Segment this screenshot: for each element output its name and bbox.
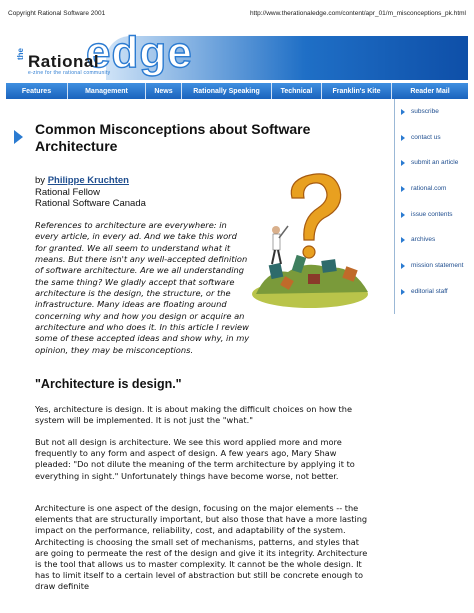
logo-tagline: e-zine for the rational community	[28, 70, 111, 76]
arrow-icon	[401, 289, 405, 295]
sidebar-item-label: issue contents	[411, 210, 453, 218]
title-arrow-icon	[14, 130, 23, 144]
logo-rational: Rational	[28, 52, 100, 71]
body-paragraph-1: Yes, architecture is design. It is about making the difficult choices on how the system will be implemented. It is not just the "what."	[35, 404, 352, 426]
sidebar-item-archives[interactable]	[398, 236, 474, 262]
nav-features[interactable]: Features	[6, 83, 68, 99]
question-mark-illustration	[248, 168, 378, 310]
main-nav	[6, 83, 468, 99]
article-title: Common Misconceptions about Software Architecture	[35, 121, 311, 154]
nav-reader-mail[interactable]: Reader Mail	[410, 87, 450, 95]
arrow-icon	[401, 135, 405, 141]
arrow-icon	[401, 212, 405, 218]
arrow-icon	[401, 109, 405, 115]
article-abstract: References to architecture are everywhere: in every article, in every ad. And we take this word for granted. We all seem to understand what it means. But there isn't any well-accepted definition of software architecture. Are we all understanding the same thing? We gladly accept that software architecture is the design, the structure, or the infrastructure. Many ideas are floating around concerning why and how you design or acquire an architecture and who does it. In this article I review some of these accepted ideas and show why, in my opinion, they may be misconceptions.	[35, 220, 250, 355]
nav-franklins-kite[interactable]: Franklin's Kite	[322, 83, 392, 99]
nav-news[interactable]: News	[146, 83, 182, 99]
nav-rationally-speaking[interactable]: Rationally Speaking	[182, 83, 272, 99]
body-paragraph-3: Architecture is one aspect of the design, focusing on the major elements -- the elements that are structurally important, but also those that have a more lasting impact on the performance, reliability, cost, and adaptability of the system. Architecting is choosing the small set of mechanisms, patterns, and styles that are going to permeate the rest of the design and give it its integrity. Architecture is the tool that allows us to master complexity. It cannot be the whole design. It has to limit itself to a certain level of abstraction but still be concrete enough to draw definite	[35, 503, 368, 592]
body-paragraph-2: But not all design is architecture. We see this word applied more and more frequently to any form and aspect of design. A few years ago, Mary Shaw pleaded: "Do not dilute the meaning of the term architecture by applying it to everything in sight." Unfortunately things have become worse, not better.	[35, 437, 355, 481]
sidebar-item-label: editorial staff	[411, 287, 448, 295]
section-heading: "Architecture is design."	[35, 377, 182, 391]
sidebar-item-subscribe[interactable]	[398, 108, 474, 134]
sidebar-item-label: rational.com	[411, 185, 447, 193]
author-line	[35, 175, 146, 187]
author-org: Rational Software Canada	[35, 198, 146, 209]
by-label: by	[35, 175, 48, 186]
sidebar-item-editorial-staff[interactable]	[398, 288, 474, 314]
copyright-notice: Copyright Rational Software 2001	[8, 10, 106, 17]
author-role: Rational Fellow	[35, 186, 100, 198]
sidebar-item-label: subscribe	[411, 108, 439, 115]
sidebar-menu	[398, 108, 474, 314]
arrow-icon	[401, 263, 405, 269]
sidebar-item-label: mission statement	[411, 262, 464, 270]
nav-management[interactable]: Management	[68, 83, 146, 99]
sidebar-item-label: submit an article	[411, 159, 459, 167]
sidebar-item-contact-us[interactable]	[398, 134, 474, 160]
sidebar-item-issue-contents[interactable]	[398, 211, 474, 237]
masthead-banner	[6, 30, 468, 82]
logo-edge: edge	[86, 28, 193, 77]
sidebar-item-submit-article[interactable]	[398, 159, 474, 185]
page-url: http://www.therationaledge.com/content/apr_01/m_misconceptions_pk.html	[249, 10, 466, 17]
sidebar-item-rational-com[interactable]	[398, 185, 474, 211]
author-link[interactable]: Philippe Kruchten	[47, 175, 129, 186]
arrow-icon	[401, 237, 405, 243]
sidebar-item-label: contact us	[411, 133, 441, 141]
arrow-icon	[401, 186, 405, 192]
sidebar-item-mission-statement[interactable]	[398, 262, 474, 288]
logo-the: the	[16, 48, 25, 60]
byline	[35, 175, 146, 210]
sidebar-divider	[394, 99, 395, 314]
nav-technical[interactable]: Technical	[272, 83, 322, 99]
print-header	[8, 10, 466, 22]
arrow-icon	[401, 160, 405, 166]
sidebar-item-label: archives	[411, 236, 436, 244]
